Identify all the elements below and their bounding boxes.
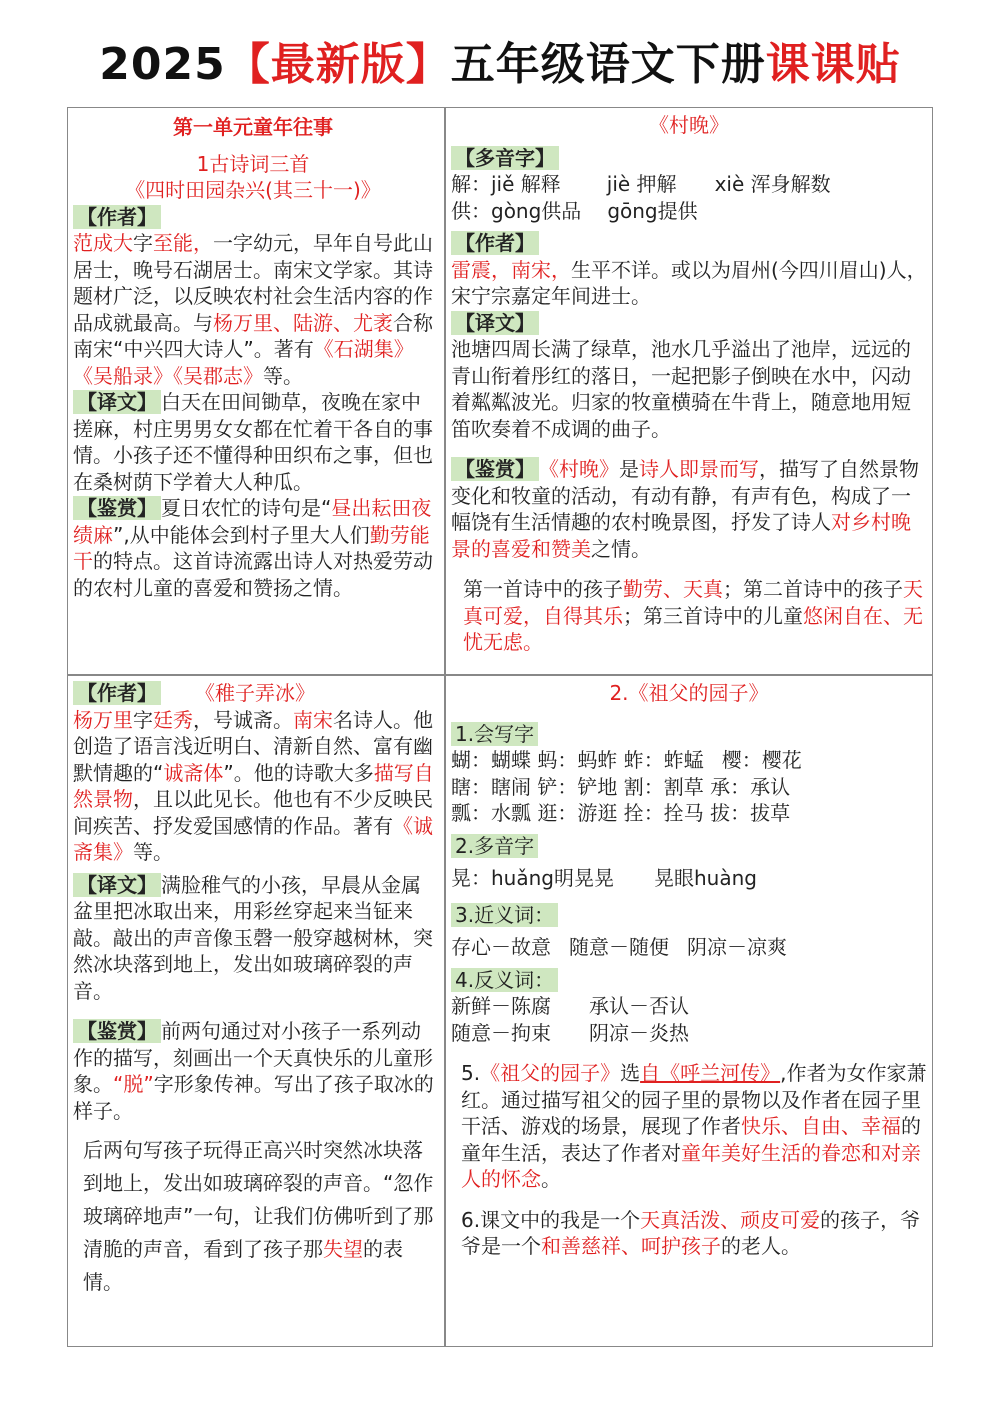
appreciation-tag: 【鉴赏】 — [73, 1019, 161, 1043]
writing-row: 蝴：蝴蝶 蚂：蚂蚱 蚱：蚱蜢 樱：樱花 — [451, 748, 802, 772]
author-text: 雷震，南宋，生平不详。或以为眉州(今四川眉山)人，宋宁宗嘉定年间进士。 — [451, 257, 927, 308]
author-tag: 【作者】 — [73, 205, 161, 229]
polyphone-tag: 【多音字】 — [451, 146, 559, 170]
writing-row: 瞎：瞎闹 铲：铲地 割：割草 承：承认 — [451, 774, 791, 799]
title-edition: 【最新版】 — [225, 39, 451, 90]
author-tag: 【作者】 — [451, 231, 539, 255]
title-year: 2025 — [99, 39, 226, 90]
translation-text: 【译文】 满脸稚气的小孩，早晨从金属盆里把冰取出来，用彩丝穿起来当钲来敲。敲出的声音像玉磬一般穿越树林，突然冰块落到地上，发出如玻璃碎裂的声音。 — [73, 872, 433, 1003]
antonym-row: 新鲜－陈腐 承认－否认 — [451, 994, 689, 1018]
page-title — [0, 28, 1000, 92]
lesson-title: 2.《祖父的园子》 — [609, 681, 769, 705]
author-header — [73, 680, 438, 707]
cell-top-left — [73, 114, 433, 601]
translation-tag: 【译文】 — [451, 311, 539, 335]
translation-tag: 【译文】 — [73, 873, 161, 897]
cell-bottom-right — [451, 680, 927, 1260]
poem-title: 《四时田园杂兴(其三十一)》 — [125, 178, 381, 202]
translation-text: 池塘四周长满了绿草，池水几乎溢出了池岸，远远的青山衔着彤红的落日，一起把影子倒映在水中，闪动着粼粼波光。归家的牧童横骑在牛背上，随意地用短笛吹奏着不成调的曲子。 — [451, 337, 911, 441]
cell-top-right — [451, 112, 927, 656]
author-tag: 【作者】 — [73, 681, 161, 705]
synonym-row: 存心－故意 随意－随便 阴凉－凉爽 — [451, 935, 787, 959]
character-text: 6.课文中的我是一个天真活泼、顽皮可爱的孩子，爷爷是一个和善慈祥、呵护孩子的老人。 — [461, 1207, 921, 1258]
table-divider-vertical — [444, 107, 446, 1347]
appreciation-text: 【鉴赏】 前两句通过对小孩子一系列动作的描写，刻画出一个天真快乐的儿童形象。“脱”字形象传神。写出了孩子取冰的样子。 — [73, 1019, 434, 1123]
section-polyphone-tag: 2.多音字 — [451, 834, 538, 858]
summary-text: 第一首诗中的孩子勤劳、天真；第二首诗中的孩子天真可爱，自得其乐；第三首诗中的儿童悠闲自在、无忧无虑。 — [463, 577, 923, 654]
polyphone-row: 供：gòng供品 gōng提供 — [451, 198, 698, 223]
translation-tag: 【译文】 — [73, 390, 161, 414]
title-middle: 五年级语文下册 — [450, 39, 766, 90]
poem-title: 《稚子弄冰》 — [195, 681, 315, 705]
lesson-title: 1古诗词三首 — [196, 151, 310, 176]
table-divider-horizontal — [67, 674, 933, 676]
author-text: 杨万里字廷秀，号诚斋。南宋名诗人。他创造了语言浅近明白、清新自然、富有幽默情趣的“诚斋体”。他的诗歌大多描写自然景物，且以此见长。他也有不少反映民间疾苦、抒发爱国感情的作品。著有《诚斋集》等。 — [73, 707, 434, 864]
section-synonym-tag: 3.近义词： — [451, 903, 558, 927]
unit-title: 第一单元童年往事 — [173, 115, 333, 139]
translation-text: 【译文】 白天在田间锄草，夜晚在家中搓麻，村庄男男女女都在忙着干各自的事情。小孩子还不懂得种田织布之事，但也在桑树荫下学着大人种瓜。 — [73, 390, 433, 494]
appreciation-text: 【鉴赏】 夏日农忙的诗句是“昼出耘田夜绩麻”,从中能体会到村子里大人们勤劳能干的特点。这首诗流露出诗人对热爱劳动的农村儿童的喜爱和赞扬之情。 — [73, 496, 433, 600]
appreciation-text: 【鉴赏】 《村晚》是诗人即景而写，描写了自然景物变化和牧童的活动，有动有静，有声有色，构成了一幅饶有生活情趣的农村晚景图，抒发了诗人对乡村晚景的喜爱和赞美之情。 — [451, 457, 919, 561]
source-text: 5.《祖父的园子》选自《呼兰河传》,作者为女作家萧红。通过描写祖父的园子里的景物以及作者在园子里干活、游戏的场景，展现了作者快乐、自由、幸福的童年生活，表达了作者对童年美好生活的眷恋和对亲人的怀念。 — [461, 1061, 927, 1191]
title-suffix: 课课贴 — [765, 39, 901, 90]
author-text: 范成大字至能，一字幼元，早年自号此山居士，晚号石湖居士。南宋文学家。其诗题材广泛，以反映农村社会生活内容的作品成就最高。与杨万里、陆游、尤袤合称南宋“中兴四大诗人”。著有《石湖集》《吴船录》《吴郡志》等。 — [73, 231, 433, 388]
poem-title: 《村晚》 — [649, 113, 729, 137]
writing-row: 瓢：水瓢 逛：游逛 拴：拴马 拔：拔草 — [451, 801, 791, 825]
section-writing-tag: 1.会写字 — [451, 722, 538, 746]
appreciation-para2: 后两句写孩子玩得正高兴时突然冰块落到地上，发出如玻璃碎裂的声音。“忽作玻璃碎地声”一句，让我们仿佛听到了那清脆的声音，看到了孩子那失望的表情。 — [83, 1138, 434, 1294]
appreciation-tag: 【鉴赏】 — [73, 496, 161, 520]
antonym-row: 随意－拘束 阴凉－炎热 — [451, 1020, 689, 1045]
polyphone-row: 解：jiě 解释 jiè 押解 xiè 浑身解数 — [451, 172, 831, 196]
polyphone-row: 晃：huǎng明晃晃 晃眼huàng — [451, 866, 757, 890]
section-antonym-tag: 4.反义词： — [451, 968, 558, 992]
cell-bottom-left — [73, 680, 438, 1299]
appreciation-tag: 【鉴赏】 — [451, 457, 539, 481]
